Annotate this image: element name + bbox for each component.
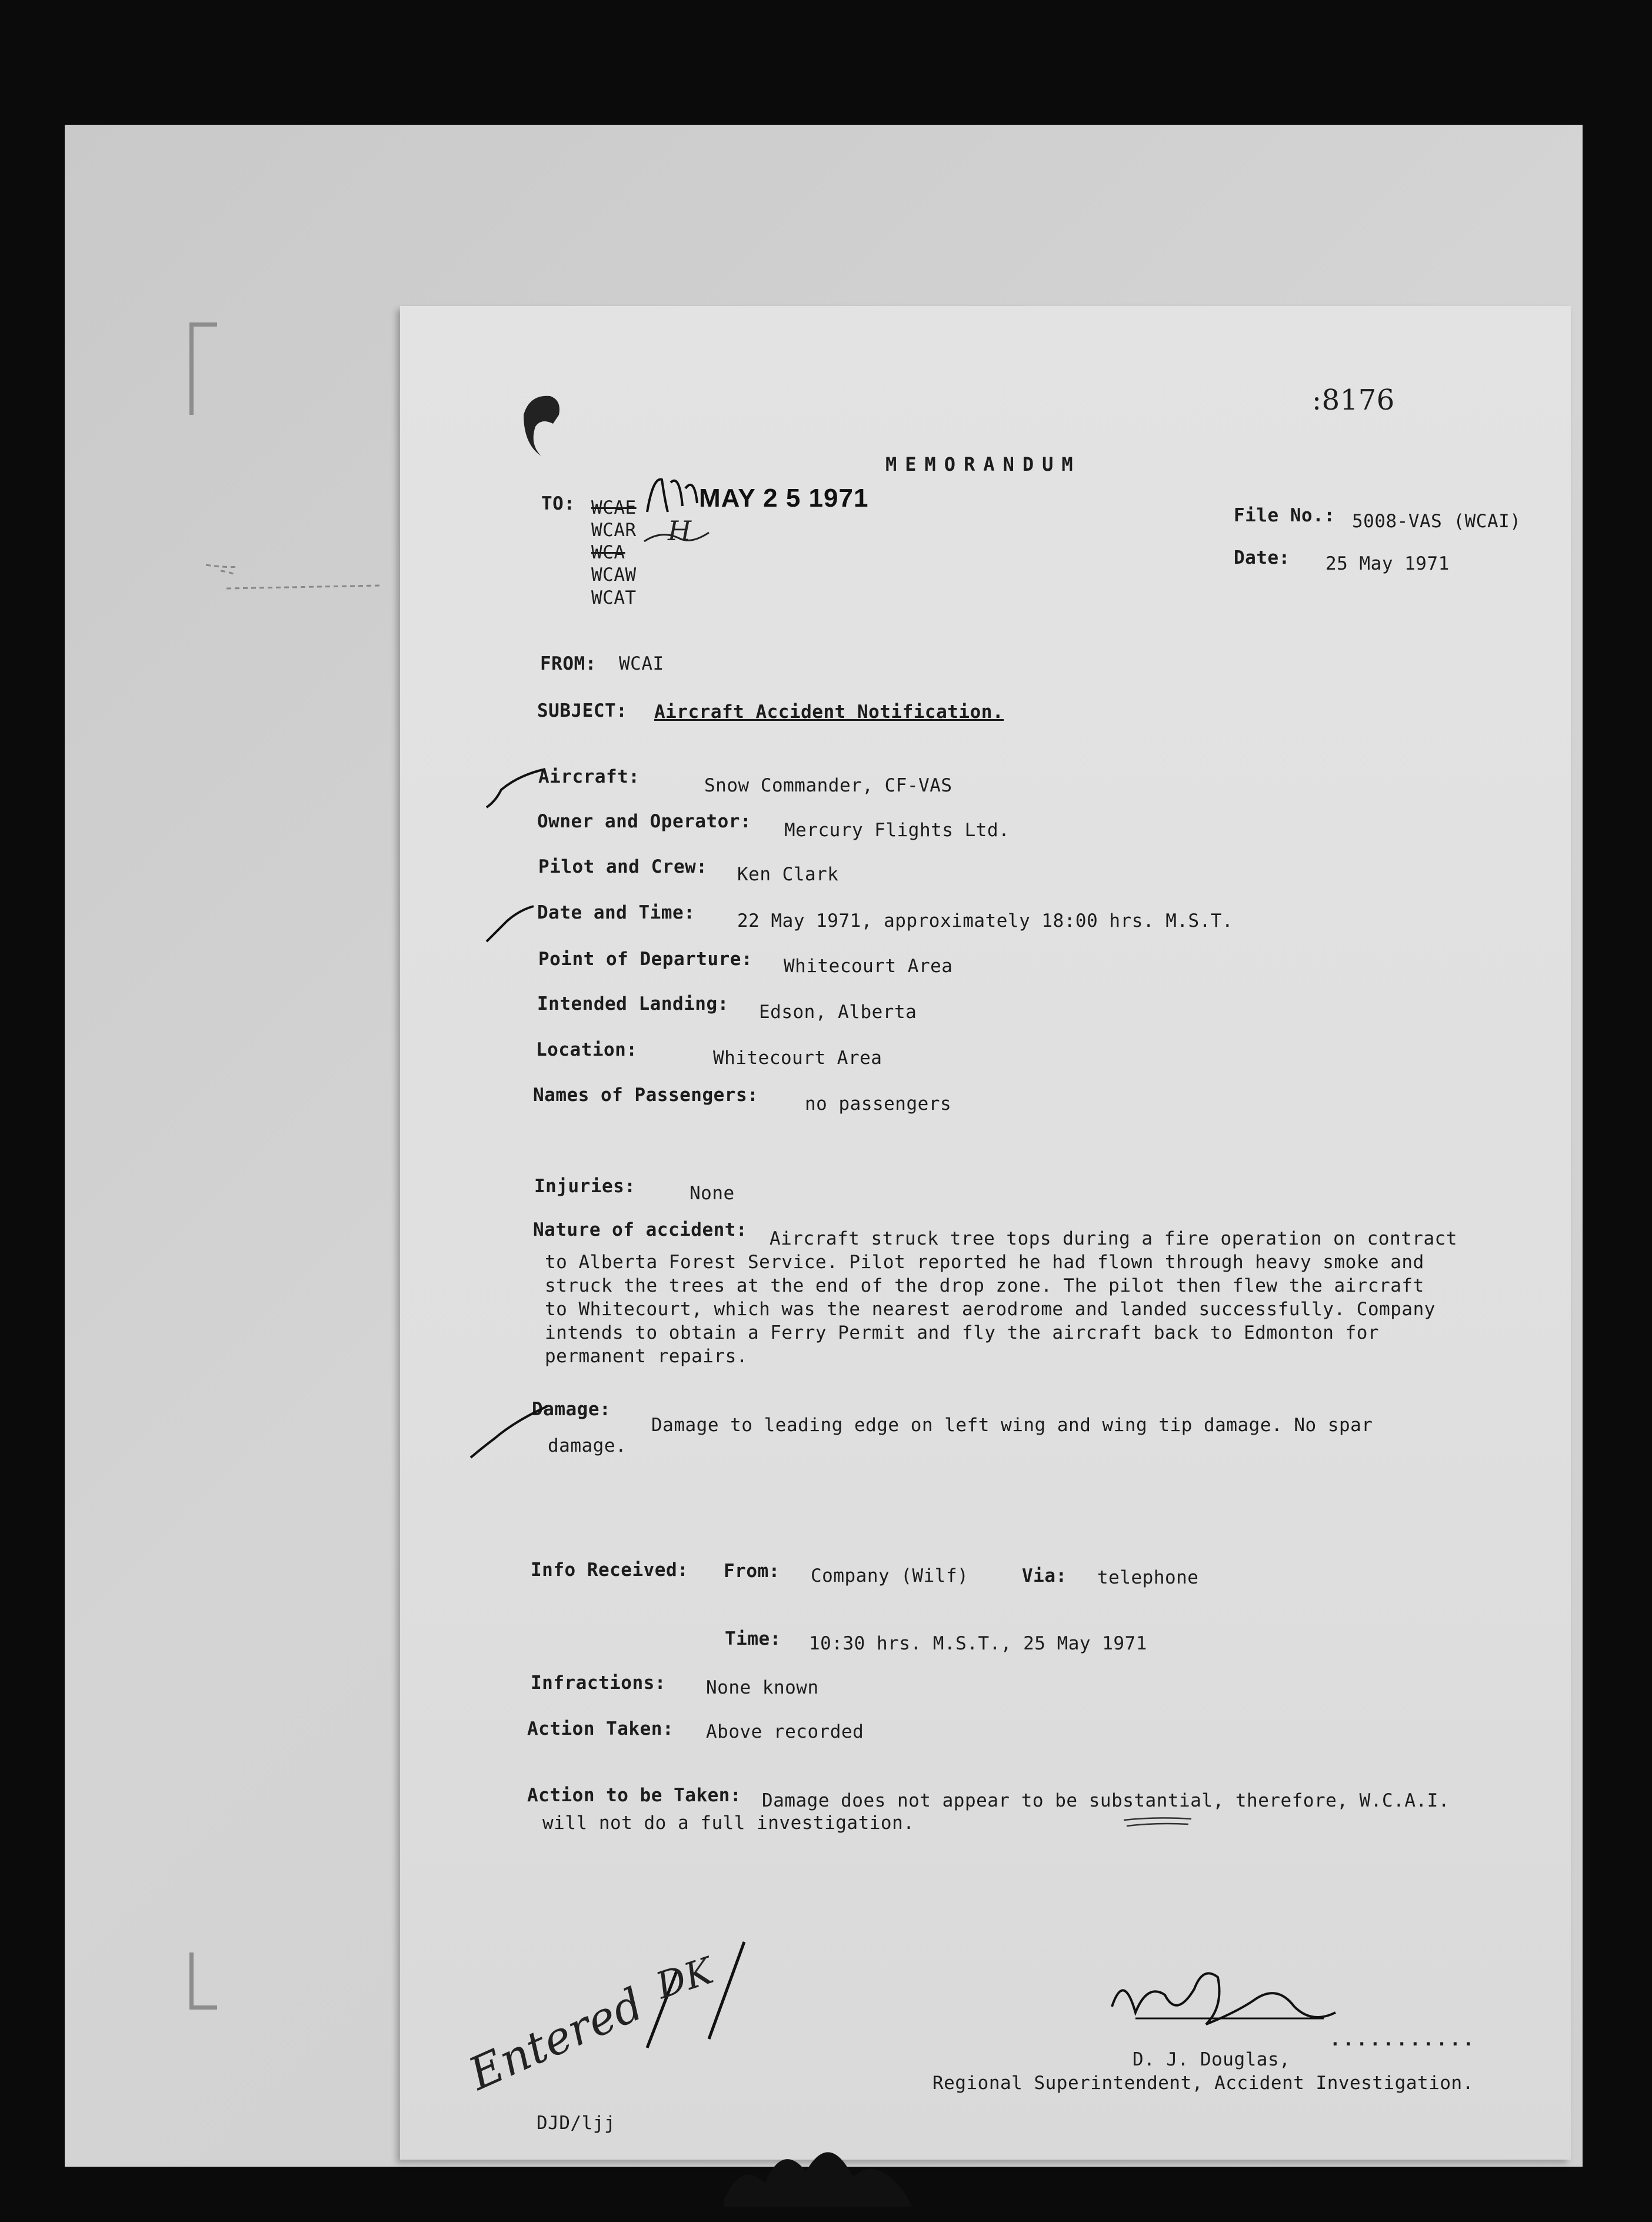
departure-value: Whitecourt Area bbox=[784, 956, 953, 977]
signature-dots: ........... bbox=[1330, 2029, 1477, 2050]
landing-label: Intended Landing: bbox=[537, 993, 729, 1014]
landing-value: Edson, Alberta bbox=[759, 1002, 917, 1023]
received-date-stamp: MAY 2 5 1971 bbox=[699, 484, 869, 513]
document-number: :8176 bbox=[1312, 384, 1395, 417]
passengers-label: Names of Passengers: bbox=[533, 1085, 759, 1106]
damage-line: Damage to leading edge on left wing and wing tip damage. No spar bbox=[651, 1415, 1373, 1436]
nature-label: Nature of accident: bbox=[533, 1219, 748, 1240]
file-no-label: File No.: bbox=[1234, 505, 1335, 526]
signatory-title: Regional Superintendent, Accident Investigation. bbox=[932, 2073, 1474, 2094]
nature-line: Aircraft struck tree tops during a fire operation on contract bbox=[770, 1228, 1457, 1249]
owner-value: Mercury Flights Ltd. bbox=[784, 820, 1010, 841]
date-value: 25 May 1971 bbox=[1325, 553, 1450, 574]
handwritten-h-mark: H bbox=[668, 515, 692, 547]
infractions-label: Infractions: bbox=[531, 1672, 666, 1694]
info-from-value: Company (Wilf) bbox=[811, 1565, 969, 1586]
nature-line: to Whitecourt, which was the nearest aerodrome and landed successfully. Company bbox=[545, 1299, 1435, 1320]
owner-label: Owner and Operator: bbox=[537, 811, 752, 832]
checkmark-icon bbox=[484, 766, 548, 813]
aircraft-value: Snow Commander, CF-VAS bbox=[704, 775, 952, 796]
handwritten-entered: Entered bbox=[461, 1977, 651, 2100]
info-received-label: Info Received: bbox=[531, 1559, 689, 1581]
nature-line: struck the trees at the end of the drop zone. The pilot then flew the aircraft bbox=[545, 1275, 1424, 1296]
from-value: WCAI bbox=[619, 653, 664, 674]
handwritten-initials: DK bbox=[651, 1948, 718, 2008]
departure-label: Point of Departure: bbox=[538, 949, 753, 970]
underline-mark bbox=[1121, 1815, 1197, 1830]
nature-line: permanent repairs. bbox=[545, 1346, 748, 1367]
checkmark-icon bbox=[468, 1403, 550, 1462]
passengers-value: no passengers bbox=[805, 1093, 952, 1115]
memo-title: MEMORANDUM bbox=[885, 453, 1081, 475]
injuries-value: None bbox=[690, 1183, 735, 1204]
recipient-wcar: WCAR bbox=[591, 520, 637, 541]
reference-initials: DJD/ljj bbox=[537, 2113, 616, 2134]
action-taken-label: Action Taken: bbox=[527, 1718, 674, 1739]
recipient-wca: WCA bbox=[591, 542, 625, 563]
margin-scribble bbox=[203, 562, 391, 597]
datetime-value: 22 May 1971, approximately 18:00 hrs. M.S.T. bbox=[737, 910, 1234, 932]
info-via-value: telephone bbox=[1097, 1567, 1199, 1588]
recipient-wcae: WCAE bbox=[591, 497, 637, 518]
from-label: FROM: bbox=[540, 653, 597, 674]
nature-line: to Alberta Forest Service. Pilot reported he had flown through heavy smoke and bbox=[545, 1252, 1424, 1273]
recipient-wcat: WCAT bbox=[591, 587, 637, 608]
subject-label: SUBJECT: bbox=[537, 700, 628, 721]
nature-line: intends to obtain a Ferry Permit and fly the aircraft back to Edmonton for bbox=[545, 1322, 1380, 1343]
action-to-be-taken-line: will not do a full investigation. bbox=[542, 1812, 915, 1834]
info-via-label: Via: bbox=[1022, 1565, 1067, 1586]
subject-value: Aircraft Accident Notification. bbox=[654, 701, 1004, 723]
date-label: Date: bbox=[1234, 547, 1290, 568]
location-label: Location: bbox=[536, 1039, 638, 1060]
infractions-value: None known bbox=[706, 1677, 819, 1698]
info-time-value: 10:30 hrs. M.S.T., 25 May 1971 bbox=[809, 1633, 1147, 1654]
signature-mark bbox=[1100, 1960, 1347, 2048]
recipient-wcaw: WCAW bbox=[591, 564, 637, 586]
action-to-be-taken-line: Damage does not appear to be substantial, therefore, W.C.A.I. bbox=[762, 1790, 1450, 1811]
datetime-label: Date and Time: bbox=[537, 902, 695, 923]
damage-label: Damage: bbox=[532, 1399, 611, 1420]
scan-bracket-top bbox=[189, 322, 217, 415]
info-from-label: From: bbox=[724, 1561, 780, 1582]
location-value: Whitecourt Area bbox=[713, 1047, 882, 1069]
ink-smudge bbox=[718, 2107, 930, 2207]
pilot-label: Pilot and Crew: bbox=[538, 856, 708, 877]
signatory-name: D. J. Douglas, bbox=[1133, 2049, 1291, 2070]
scan-bracket-bottom bbox=[189, 1952, 217, 2010]
handwritten-scribble bbox=[638, 518, 721, 553]
hole-punch-mark bbox=[518, 391, 571, 462]
file-no-value: 5008-VAS (WCAI) bbox=[1352, 511, 1521, 532]
film-border bbox=[0, 0, 1652, 65]
checkmark-icon bbox=[484, 903, 537, 944]
action-to-be-taken-label: Action to be Taken: bbox=[527, 1785, 742, 1806]
action-taken-value: Above recorded bbox=[706, 1721, 864, 1742]
pilot-value: Ken Clark bbox=[737, 864, 839, 885]
info-time-label: Time: bbox=[725, 1628, 781, 1649]
damage-line: damage. bbox=[548, 1435, 627, 1456]
aircraft-label: Aircraft: bbox=[538, 766, 640, 787]
injuries-label: Injuries: bbox=[534, 1176, 636, 1197]
to-label: TO: bbox=[541, 493, 575, 514]
